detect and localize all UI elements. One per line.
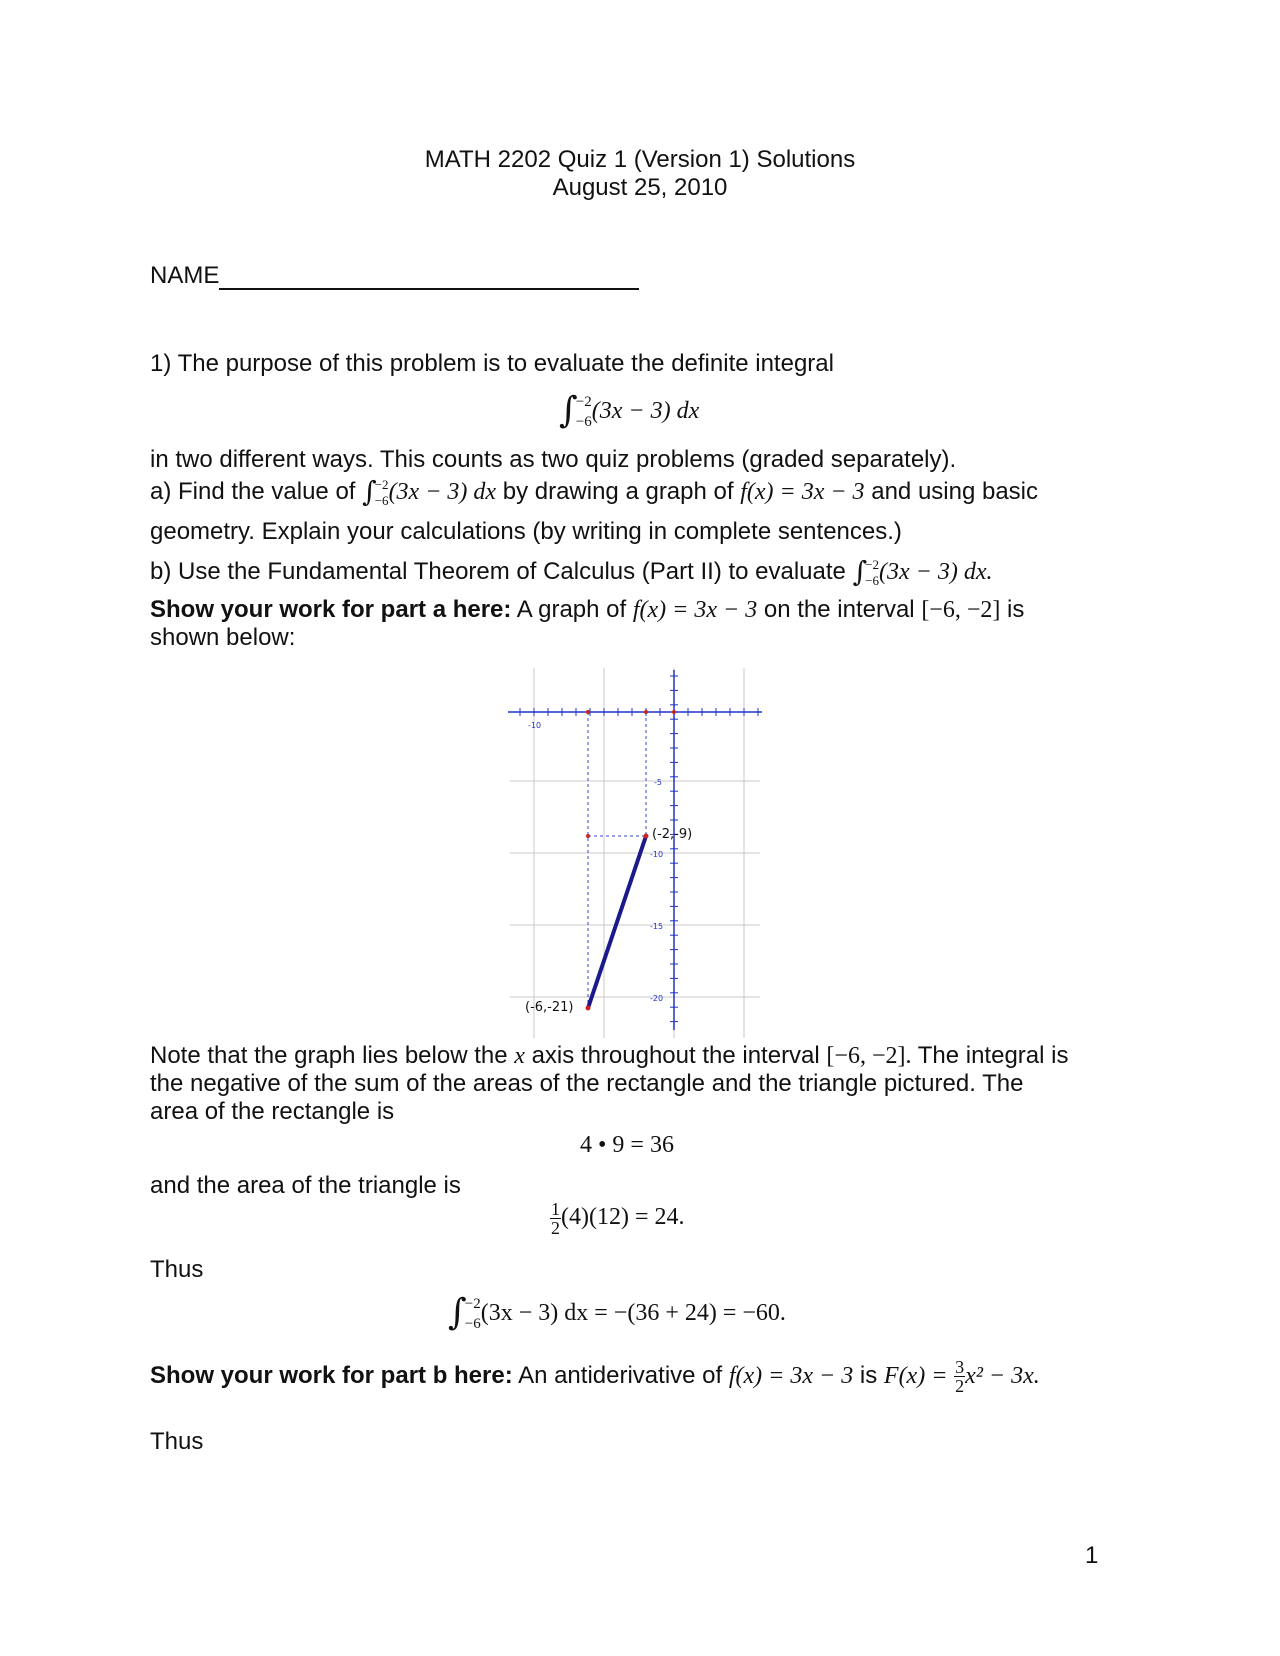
b-lower: −6: [865, 573, 880, 589]
b-integrand: (3x − 3) dx.: [879, 559, 993, 585]
name-line: [219, 262, 639, 290]
x-tick-label: -10: [528, 721, 542, 730]
work-a-label: Show your work for part a here:: [150, 596, 512, 623]
y-tick-label-10: -10: [650, 850, 664, 859]
half-den: 2: [551, 1218, 560, 1238]
part-a-func: f(x) = 3x − 3: [740, 479, 865, 505]
half-fraction: [550, 1200, 561, 1237]
work-a-text2: on the interval: [763, 596, 915, 623]
tri-eq-text: (4)(12) = 24.: [561, 1204, 685, 1231]
work-a-line2: shown below:: [150, 624, 296, 651]
b-upper: −2: [865, 557, 880, 573]
a-integrand: (3x − 3) dx: [388, 479, 497, 505]
part-a-pre: a) Find the value of: [150, 478, 356, 505]
part-a-integral: ∫ −2 −6 (3x − 3) dx: [362, 475, 497, 509]
tri-intro: and the area of the triangle is: [150, 1172, 461, 1199]
note-line1: [150, 1042, 1068, 1070]
note-interval: [−6, −2].: [826, 1043, 912, 1069]
point-bottom: [586, 1006, 591, 1011]
axes: [508, 670, 762, 1030]
work-a-text3: is: [1007, 596, 1025, 623]
part-b-pre: b) Use the Fundamental Theorem of Calculus (Part II) to evaluate: [150, 558, 846, 585]
tri-equation: [550, 1200, 685, 1237]
problem-intro: 1) The purpose of this problem is to evaluate the definite integral: [150, 350, 834, 377]
work-b-F: F(x) =: [883, 1362, 948, 1389]
name-field: [150, 262, 639, 290]
note-line2: the negative of the sum of the areas of the rectangle and the triangle pictured. The: [150, 1070, 1024, 1097]
note-var: x: [514, 1043, 525, 1069]
origin-point: [672, 710, 676, 714]
a-upper: −2: [374, 477, 389, 493]
result-integral-sign: ∫: [448, 1292, 467, 1333]
point-top: [644, 834, 649, 839]
lower-limit: −6: [575, 414, 592, 431]
F-num: 3: [955, 1357, 965, 1377]
page-date: August 25, 2010: [552, 174, 728, 201]
page-title: MATH 2202 Quiz 1 (Version 1) Solutions: [424, 146, 856, 173]
page-number: 1: [1085, 1542, 1099, 1569]
work-b-text1: An antiderivative of: [518, 1361, 723, 1389]
work-a-interval: [−6, −2]: [921, 597, 1001, 623]
part-b-line: [150, 556, 993, 589]
function-line: [588, 836, 646, 1008]
part-a-line1: [150, 476, 1038, 509]
note-post: The integral is: [917, 1042, 1069, 1069]
work-a-func: f(x) = 3x − 3: [632, 597, 758, 623]
label-point-bottom: (-6,-21): [525, 1000, 574, 1015]
result-upper: −2: [464, 1296, 481, 1313]
y-tick-label-20: -20: [650, 994, 664, 1003]
work-b-line: [150, 1358, 1040, 1395]
label-point-top: (-2,-9): [652, 827, 693, 842]
upper-limit: −2: [575, 394, 592, 411]
work-a-text1: A graph of: [516, 596, 627, 623]
part-a-mid: by drawing a graph of: [502, 478, 734, 505]
function-graph: [500, 668, 770, 1038]
work-b-label: Show your work for part b here:: [150, 1361, 513, 1389]
corner-point: [586, 834, 590, 838]
display-integral: [559, 386, 699, 432]
note-mid: axis throughout the interval: [531, 1042, 820, 1069]
work-b-is: is: [859, 1361, 878, 1389]
thus-1: Thus: [150, 1256, 204, 1283]
integral-limits: [576, 392, 592, 432]
x-point-b: [644, 710, 648, 714]
problem-two-ways: in two different ways. This counts as two quiz problems (graded separately).: [150, 446, 957, 473]
thus-2: Thus: [150, 1428, 204, 1455]
y-tick-label-5: -5: [654, 778, 662, 787]
note-line3: area of the rectangle is: [150, 1098, 395, 1125]
a-lower: −6: [374, 493, 389, 509]
result-limits: [465, 1294, 481, 1334]
y-tick-label-15: -15: [650, 922, 664, 931]
rect-equation: 4 • 9 = 36: [580, 1132, 674, 1158]
result-integral: [448, 1288, 786, 1334]
axis-ticks: [520, 676, 758, 1022]
integrand: (3x − 3) dx: [591, 398, 700, 424]
result-lower: −6: [464, 1316, 481, 1333]
x-point-a: [586, 710, 590, 714]
work-b-F-post: x² − 3x.: [965, 1362, 1040, 1389]
result-text: (3x − 3) dx = −(36 + 24) = −60.: [480, 1300, 786, 1326]
part-a-line2: geometry. Explain your calculations (by writing in complete sentences.): [150, 518, 902, 545]
part-a-post: and using basic: [871, 478, 1039, 505]
grid-lines: [510, 668, 760, 1038]
three-halves: [954, 1358, 965, 1395]
F-den: 2: [955, 1376, 965, 1396]
part-b-integral: ∫ −2 −6 (3x − 3) dx.: [852, 555, 993, 589]
work-b-func: f(x) = 3x − 3: [728, 1362, 854, 1389]
integral-sign: ∫: [559, 390, 578, 431]
note-pre: Note that the graph lies below the: [150, 1042, 508, 1069]
work-a-line1: [150, 596, 1024, 624]
name-label: NAME: [150, 262, 220, 289]
half-num: 1: [551, 1199, 560, 1219]
